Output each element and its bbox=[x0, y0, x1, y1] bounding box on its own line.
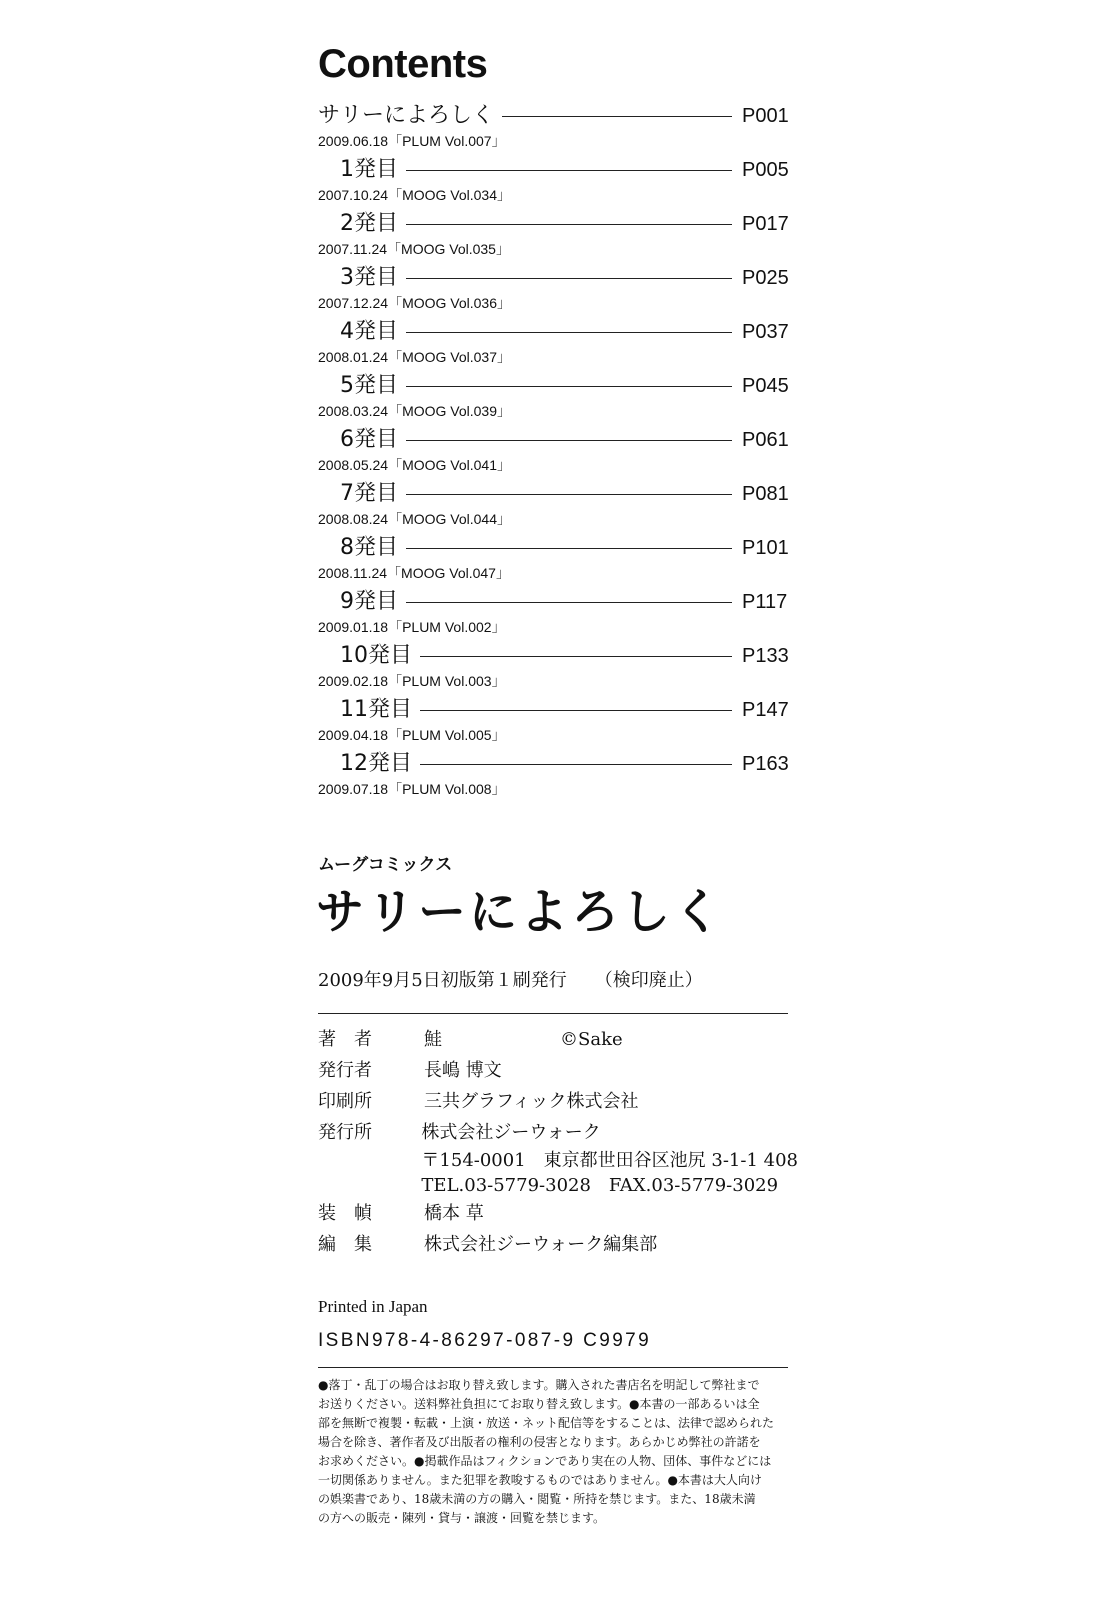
toc-entry-page: P101 bbox=[742, 537, 789, 559]
toc-entry-source: 2009.07.18「PLUM Vol.008」 bbox=[318, 781, 506, 797]
toc-entry[interactable] bbox=[318, 370, 798, 424]
toc-entry-title: 7発目 bbox=[340, 481, 398, 506]
toc-entry-title: 12発目 bbox=[340, 751, 412, 776]
toc-entry[interactable] bbox=[318, 154, 798, 208]
toc-entry-page: P017 bbox=[742, 213, 789, 235]
toc-leader-line bbox=[406, 332, 732, 333]
toc-entry-source: 2008.05.24「MOOG Vol.041」 bbox=[318, 457, 511, 473]
edition-line bbox=[318, 966, 703, 992]
editor-name: 株式会社ジーウォーク編集部 bbox=[424, 1234, 658, 1255]
toc-entry-page: P117 bbox=[742, 591, 788, 613]
toc-entry-page: P025 bbox=[742, 267, 789, 289]
toc-entry-source: 2008.08.24「MOOG Vol.044」 bbox=[318, 511, 511, 527]
toc-entry-page: P061 bbox=[742, 429, 789, 451]
toc-entry-source: 2007.12.24「MOOG Vol.036」 bbox=[318, 295, 511, 311]
colophon-row-printer bbox=[318, 1086, 798, 1117]
toc-entry-source: 2008.11.24「MOOG Vol.047」 bbox=[318, 565, 510, 581]
toc-entry[interactable] bbox=[318, 424, 798, 478]
table-of-contents bbox=[318, 100, 798, 802]
colophon-label: 発行所 bbox=[318, 1122, 372, 1143]
toc-entry-title: サリーによろしく bbox=[318, 103, 495, 128]
printed-in: Printed in Japan bbox=[318, 1297, 428, 1316]
colophon-label: 印刷所 bbox=[318, 1091, 372, 1112]
toc-entry-title: 11発目 bbox=[340, 697, 412, 722]
toc-entry[interactable] bbox=[318, 478, 798, 532]
colophon-row-author bbox=[318, 1024, 798, 1055]
divider bbox=[318, 1367, 788, 1368]
toc-entry-title: 6発目 bbox=[340, 427, 398, 452]
legal-notice: ●落丁・乱丁の場合はお取り替え致します。購入された書店名を明記して弊社まで お送りください。送料弊社負担にてお取り替え致します。●本書の一部あるいは全 部を無断で複製・転載・上演・放送・ネット配信等をすることは、法律で認められた 場合を除き、著作者及び出版者の権利の侵害となります。あらかじめ弊社の許諾を お求めください。●掲載作品はフィクションであり実在の人物、団体、事件などには 一切関係ありません。また犯罪を教唆するものではありません。●本書は大人向け の娯楽書であり、18歳未満の方の購入・閲覧・所持を禁じます。また、18歳未満 の方への販売・陳列・貸与・譲渡・回覧を禁じます。 bbox=[318, 1378, 775, 1525]
toc-entry-source: 2007.11.24「MOOG Vol.035」 bbox=[318, 241, 510, 257]
toc-entry-title: 3発目 bbox=[340, 265, 398, 290]
publisher-person-name: 長嶋 博文 bbox=[424, 1060, 502, 1081]
toc-entry-page: P133 bbox=[742, 645, 789, 667]
publisher-phone: TEL.03-5779-3028 FAX.03-5779-3029 bbox=[421, 1175, 779, 1196]
toc-entry[interactable] bbox=[318, 586, 798, 640]
toc-leader-line bbox=[406, 278, 732, 279]
divider bbox=[318, 1013, 788, 1014]
book-title: サリーによろしく bbox=[316, 884, 725, 940]
toc-entry-source: 2008.01.24「MOOG Vol.037」 bbox=[318, 349, 511, 365]
colophon-label: 編 集 bbox=[318, 1234, 372, 1255]
toc-entry[interactable] bbox=[318, 694, 798, 748]
colophon-label: 著 者 bbox=[318, 1029, 372, 1050]
toc-entry-page: P147 bbox=[742, 699, 789, 721]
toc-entry-source: 2008.03.24「MOOG Vol.039」 bbox=[318, 403, 511, 419]
designer-name: 橋本 草 bbox=[424, 1203, 484, 1224]
toc-entry-title: 1発目 bbox=[340, 157, 398, 182]
toc-leader-line bbox=[406, 224, 732, 225]
toc-entry-source: 2009.02.18「PLUM Vol.003」 bbox=[318, 673, 506, 689]
toc-leader-line bbox=[406, 440, 732, 441]
toc-entry-source: 2009.06.18「PLUM Vol.007」 bbox=[318, 133, 506, 149]
edition-date: 2009年9月5日初版第１刷発行 bbox=[318, 970, 567, 991]
toc-entry-title: 8発目 bbox=[340, 535, 398, 560]
colophon-row-publisher bbox=[318, 1117, 798, 1198]
toc-entry-page: P163 bbox=[742, 753, 789, 775]
colophon bbox=[318, 1024, 798, 1260]
toc-leader-line bbox=[406, 548, 732, 549]
toc-leader-line bbox=[406, 170, 732, 171]
author-name: 鮭 bbox=[424, 1029, 442, 1050]
toc-entry[interactable] bbox=[318, 748, 798, 802]
toc-leader-line bbox=[406, 494, 732, 495]
toc-entry-title: 10発目 bbox=[340, 643, 412, 668]
colophon-label: 発行者 bbox=[318, 1060, 372, 1081]
toc-entry[interactable] bbox=[318, 262, 798, 316]
toc-leader-line bbox=[406, 386, 732, 387]
toc-entry-source: 2009.04.18「PLUM Vol.005」 bbox=[318, 727, 506, 743]
isbn: ISBN978-4-86297-087-9 C9979 bbox=[318, 1330, 652, 1351]
toc-entry-page: P005 bbox=[742, 159, 789, 181]
toc-leader-line bbox=[420, 764, 732, 765]
colophon-row-editor bbox=[318, 1229, 798, 1260]
toc-leader-line bbox=[502, 116, 732, 117]
printer-name: 三共グラフィック株式会社 bbox=[424, 1091, 639, 1112]
toc-leader-line bbox=[406, 602, 732, 603]
contents-title: Contents bbox=[318, 42, 488, 86]
toc-entry-page: P081 bbox=[742, 483, 789, 505]
toc-entry-source: 2009.01.18「PLUM Vol.002」 bbox=[318, 619, 506, 635]
toc-entry[interactable] bbox=[318, 532, 798, 586]
toc-entry-page: P001 bbox=[742, 105, 789, 127]
toc-entry-page: P037 bbox=[742, 321, 789, 343]
toc-entry-page: P045 bbox=[742, 375, 789, 397]
toc-entry-title: 2発目 bbox=[340, 211, 398, 236]
toc-entry[interactable] bbox=[318, 316, 798, 370]
toc-entry[interactable] bbox=[318, 640, 798, 694]
publisher-name: 株式会社ジーウォーク bbox=[421, 1122, 601, 1143]
toc-entry[interactable] bbox=[318, 208, 798, 262]
toc-entry-title: 4発目 bbox=[340, 319, 398, 344]
edition-note: （検印廃止） bbox=[594, 970, 703, 991]
colophon-row-publisher-person bbox=[318, 1055, 798, 1086]
copyright: ©Sake bbox=[560, 1029, 623, 1050]
colophon-label: 装 幀 bbox=[318, 1203, 372, 1224]
toc-entry-title: 9発目 bbox=[340, 589, 398, 614]
toc-entry-source: 2007.10.24「MOOG Vol.034」 bbox=[318, 187, 511, 203]
toc-entry-title: 5発目 bbox=[340, 373, 398, 398]
toc-leader-line bbox=[420, 656, 732, 657]
toc-leader-line bbox=[420, 710, 732, 711]
series-name: ムーグコミックス bbox=[318, 855, 453, 875]
publisher-address: 〒154-0001 東京都世田谷区池尻 3-1-1 408 bbox=[421, 1150, 798, 1171]
toc-entry[interactable] bbox=[318, 100, 798, 154]
colophon-row-design bbox=[318, 1198, 798, 1229]
